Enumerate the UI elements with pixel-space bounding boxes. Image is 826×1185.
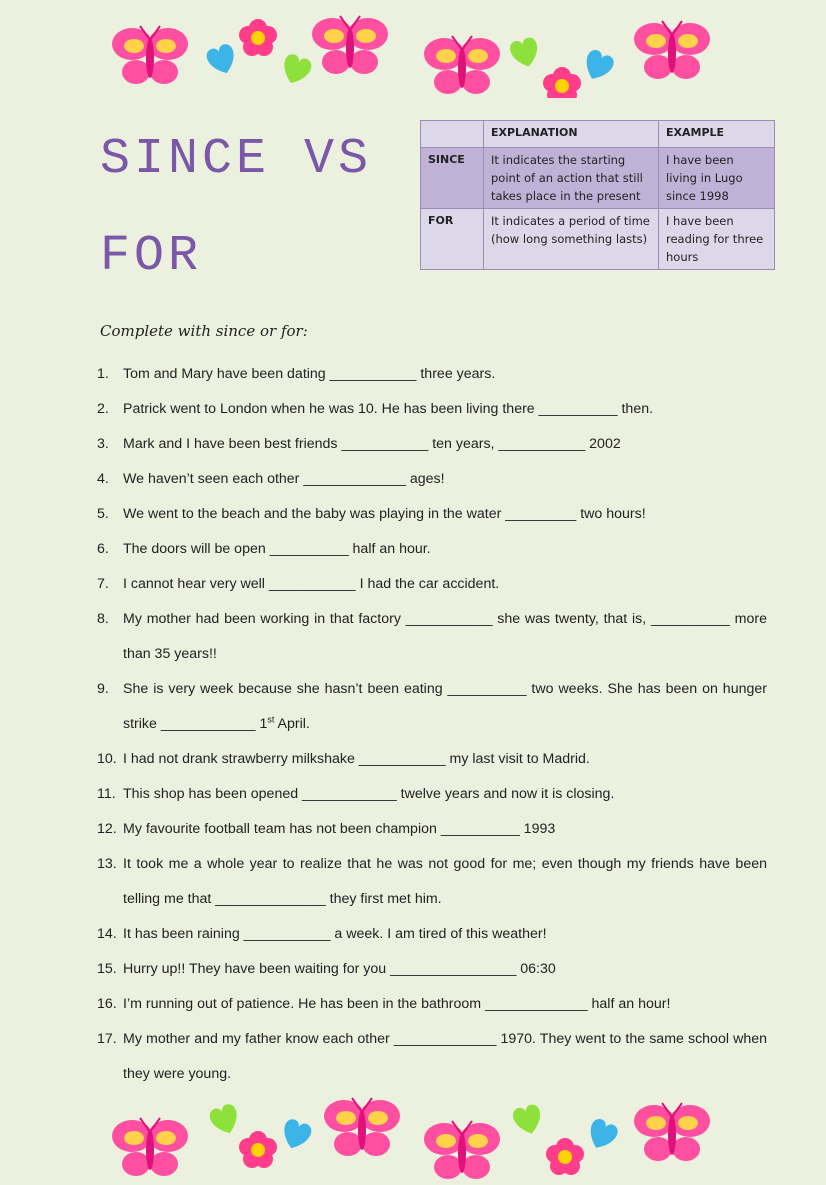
heart-icon — [278, 1117, 313, 1153]
heart-icon — [508, 36, 541, 70]
table-header-row — [421, 121, 775, 148]
exercise-text: I had not drank strawberry milkshake ___________ my last visit to Madrid. — [123, 751, 590, 767]
exercise-item — [97, 777, 767, 812]
exercise-text: We haven’t seen each other _____________ ages! — [123, 471, 445, 487]
exercise-text: The doors will be open __________ half an hour. — [123, 541, 431, 557]
ordinal-suffix: st — [267, 714, 275, 725]
exercise-text: My mother had been working in that factory ___________ she was twenty, that is, __________ more than 35 years!! — [123, 611, 767, 662]
exercise-item — [97, 497, 767, 532]
exercise-text-end: April. — [274, 716, 310, 732]
flower-icon — [239, 19, 277, 56]
exercise-text: I’m running out of patience. He has been in the bathroom _____________ half an hour! — [123, 996, 671, 1012]
exercise-item — [97, 532, 767, 567]
flower-icon — [239, 1131, 277, 1168]
table-cell-explanation: It indicates the starting point of an action that still takes place in the present — [484, 148, 659, 209]
exercise-number: 3. — [97, 436, 109, 452]
exercise-number: 16. — [97, 996, 117, 1012]
exercise-number: 17. — [97, 1031, 117, 1047]
exercise-number: 7. — [97, 576, 109, 592]
since-for-reference-table — [420, 120, 775, 270]
exercise-item — [97, 812, 767, 847]
exercise-item — [97, 987, 767, 1022]
exercise-number: 15. — [97, 961, 117, 977]
flower-icon — [543, 67, 581, 98]
butterfly-icon — [112, 1118, 188, 1176]
exercise-item — [97, 392, 767, 427]
butterfly-icon — [634, 1103, 710, 1161]
exercise-number: 1. — [97, 366, 109, 382]
decorative-border-bottom — [0, 1095, 826, 1185]
exercise-text — [123, 672, 767, 742]
page-title: SINCE VS — [100, 131, 373, 188]
exercise-number: 12. — [97, 821, 117, 837]
heart-icon — [584, 1117, 620, 1154]
exercise-number: 5. — [97, 506, 109, 522]
exercise-number: 6. — [97, 541, 109, 557]
table-cell-key: FOR — [421, 209, 484, 270]
exercise-item — [97, 742, 767, 777]
exercise-number: 11. — [97, 786, 116, 802]
exercise-number: 8. — [97, 611, 109, 627]
table-header-empty — [421, 121, 484, 148]
butterfly-icon — [324, 1098, 400, 1156]
exercise-number: 4. — [97, 471, 109, 487]
heart-icon — [511, 1103, 544, 1137]
butterfly-icon — [312, 16, 388, 74]
exercise-text: It took me a whole year to realize that he was not good for me; even though my friends have been telling me that ______________ they first met him. — [123, 856, 767, 907]
exercise-text: It has been raining ___________ a week. I am tired of this weather! — [123, 926, 547, 942]
exercise-item — [97, 602, 767, 672]
table-row-for — [421, 209, 775, 270]
flower-icon — [546, 1138, 584, 1175]
heart-icon — [204, 42, 239, 78]
exercise-item — [97, 847, 767, 917]
exercise-text: Tom and Mary have been dating ___________ three years. — [123, 366, 496, 382]
exercise-number: 14. — [97, 926, 117, 942]
page-title-line-2: FOR — [100, 228, 203, 285]
exercise-text: I cannot hear very well ___________ I had the car accident. — [123, 576, 500, 592]
exercise-item — [97, 952, 767, 987]
butterfly-icon — [424, 36, 500, 94]
table-cell-explanation: It indicates a period of time (how long something lasts) — [484, 209, 659, 270]
exercise-number: 13. — [97, 856, 117, 872]
exercise-text: Hurry up!! They have been waiting for you ________________ 06:30 — [123, 961, 556, 977]
exercise-number: 2. — [97, 401, 109, 417]
exercise-item — [97, 567, 767, 602]
exercise-item — [97, 357, 767, 392]
table-header-explanation: EXPLANATION — [484, 121, 659, 148]
exercise-text: Patrick went to London when he was 10. He has been living there __________ then. — [123, 401, 654, 417]
exercise-text: We went to the beach and the baby was playing in the water _________ two hours! — [123, 506, 646, 522]
exercise-item — [97, 462, 767, 497]
table-row-since — [421, 148, 775, 209]
exercise-item — [97, 427, 767, 462]
table-header-example: EXAMPLE — [659, 121, 775, 148]
heart-icon — [580, 48, 616, 85]
exercise-text: Mark and I have been best friends ___________ ten years, ___________ 2002 — [123, 436, 621, 452]
butterfly-icon — [424, 1121, 500, 1179]
butterfly-icon — [634, 21, 710, 79]
exercise-list — [97, 357, 767, 1092]
exercise-item — [97, 1022, 767, 1092]
decorative-border-top — [0, 8, 826, 98]
exercise-item — [97, 917, 767, 952]
exercise-item — [97, 672, 767, 742]
exercise-text: My mother and my father know each other _____________ 1970. They went to the same school when they were young. — [123, 1031, 767, 1082]
table-cell-key: SINCE — [421, 148, 484, 209]
exercise-text: This shop has been opened ____________ twelve years and now it is closing. — [123, 786, 615, 802]
table-cell-example: I have been reading for three hours — [659, 209, 775, 270]
exercise-number: 9. — [97, 681, 109, 697]
heart-icon — [278, 52, 313, 88]
exercise-number: 10. — [97, 751, 117, 767]
butterfly-icon — [112, 26, 188, 84]
exercise-text-main: She is very week because she hasn’t been eating __________ two weeks. She has been on hunger strike ____________ 1 — [123, 681, 767, 732]
table-cell-example: I have been living in Lugo since 1998 — [659, 148, 775, 209]
instructions: Complete with since or for: — [100, 322, 308, 340]
heart-icon — [207, 1102, 242, 1138]
exercise-text: My favourite football team has not been champion __________ 1993 — [123, 821, 556, 837]
